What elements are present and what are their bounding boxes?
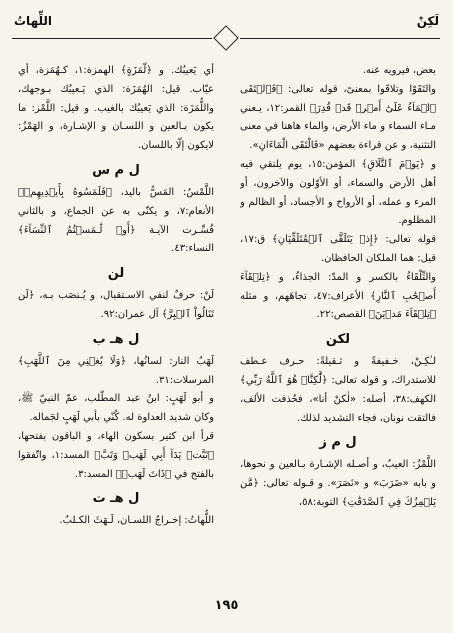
entry-paragraph: لَنْ: حرفٌ لنفي الاسـتقبال، و يُـنصَب بـه، ﴿لَن تَنَالُواْ ٱلۡبِرَّ﴾ آل عمران:٩٢.: [18, 290, 214, 320]
root-heading: ل م ز: [319, 435, 357, 451]
left-column: [18, 62, 214, 587]
entry-paragraph: قرأ ابن كثير بسكون الهاء، و الباقون بفتحها، ﴿تَبَّتۡ يَدَآ أَبِي لَهَبٖ وَتَبَّ﴾ المسد:١، واتّفقوا بالفتح في ﴿ذَاتَ لَهَبٖ﴾ المسد:٣.: [18, 430, 214, 480]
page-number: ١٩٥: [214, 598, 239, 613]
entry-paragraph: والتَقَوْا وتلاقَوا بمعنىً، قوله تعالى: ﴿فَٱلۡتَقَى ٱلۡمَآءُ عَلَىٰٓ أَمۡرٖ قَدۡ قُدِرَ﴾ القمر:١٢، يـعني مـاء السماء و ماء الأرض، والماء هاهنا في معنى التثنية، و عن قراءة بعضهم «فَالْتَقَى الْمَاءَانِ».: [240, 83, 436, 152]
root-heading: لن: [107, 266, 125, 282]
entry-paragraph: لـٰكِـنْ، خـفيفةً و ثـقيلةً: حـرف عـطف للاستدراك، و قوله تعالى: ﴿لَّٰكِنَّا۠ هُوَ ٱللَّهُ رَبِّي﴾ الكهف:٣٨، أصله: «لٰكنْ أنا»، فحُذفت الألف، فالتقت نونان، فجاء التشديد لذلك.: [240, 356, 436, 424]
entry-paragraph: أي يَعيبُك. و ﴿لُّمَزَةٍ﴾ الهمزة:١، كـهُمَزة، أي عيّاب. قيل: الهُمَزَة: الذي يَـعيبُك بـوجهك، واللُّمَزَة: الذي يَعيبُك بالغيب. و قيل: اللَّمْز: ما يكون بـالعين و اللسـان و الإشـارة، و الهَمْزُ: لايكون إلّا باللسان.: [18, 65, 214, 152]
entry-paragraph: والتِّلْقَاءُ بالكسر و المدّ: الجذاءُ، و ﴿تِلۡقَآءَ أَصۡحَٰبِ ٱلنَّارِ﴾ الأعراف:٤٧، تجاهَهم، و مثله ﴿تِلۡقَآءَ مَدۡيَنَ﴾ القصص:٢٢.: [240, 271, 436, 321]
entry-paragraph: قوله تعالى: ﴿إِذۡ يَتَلَقَّى ٱلۡمُتَلَقِّيَانِ﴾ ق:١٧، قيل: هما الملكان الحافظان.: [240, 234, 436, 264]
header-diamond-ornament: [213, 25, 238, 50]
root-heading: لكن: [325, 332, 351, 348]
entry-paragraph: اللُّهاتُ: إخـراجُ اللسـان، لَـهَثَ الكـلبُ.: [59, 515, 214, 527]
running-header-right: لَكِنْ: [416, 14, 439, 28]
root-heading: ل م س: [92, 162, 140, 178]
root-heading: ل هـ ت: [92, 491, 140, 507]
entry-paragraph: اللَّمْزُ: العيبُ، و أصـله الإشـارة بـالعين و نحوها، و بابه «ضَرَبَ» و «نَصَرَ». و قـوله تعالى: ﴿مَّن يَلۡمِزُكَ فِي ٱلصَّدَقَٰتِ﴾ التوبة:٥٨،: [240, 459, 436, 508]
right-column: [240, 62, 436, 587]
entry-paragraph: اللَّمْسُ: المَسُّ باليد، ﴿فَلَمَسُوهُ بِأَيۡدِيهِمۡ﴾ الأنعام:٧، و يكنّى به عن الجماع، و بالثاني فُسِّـرت الآيـة ﴿أَوۡ لَٰـمَسۡتُمُ ٱلنِّسَآءَ﴾ النساء:٤٣.: [18, 186, 214, 255]
header-rule-left: [12, 38, 212, 39]
entry-paragraph: و أبو لَهَبٍ: ابنُ عبد المطّلب، عمّ النبيّ ﷺ، وكان شديد العداوة له. كُنّي بأبي لَهَبٍ لجَماله.: [18, 393, 214, 424]
entry-paragraph: و ﴿يَوۡمَ ٱلتَّلَاقِ﴾ المؤمن:١٥، يوم يلتقي فيه أهل الأرض والسماء، أو الأوّلون والآخرون، أو المرء و عمله، أو الأرواح و الأجساد، أو الظالم و المظلوم.: [240, 158, 436, 227]
root-heading: ل هـ ب: [92, 331, 140, 347]
running-header-left: اللِّهاتُ: [14, 14, 53, 28]
header-rule-right: [240, 38, 440, 39]
entry-paragraph: بعض، فيرويه عنه.: [362, 65, 436, 76]
entry-paragraph: لَهَبُ النار: لسانُها، ﴿وَلَا يُغۡنِي مِنَ ٱللَّهَبِ﴾ المرسلات:٣١.: [18, 355, 214, 386]
